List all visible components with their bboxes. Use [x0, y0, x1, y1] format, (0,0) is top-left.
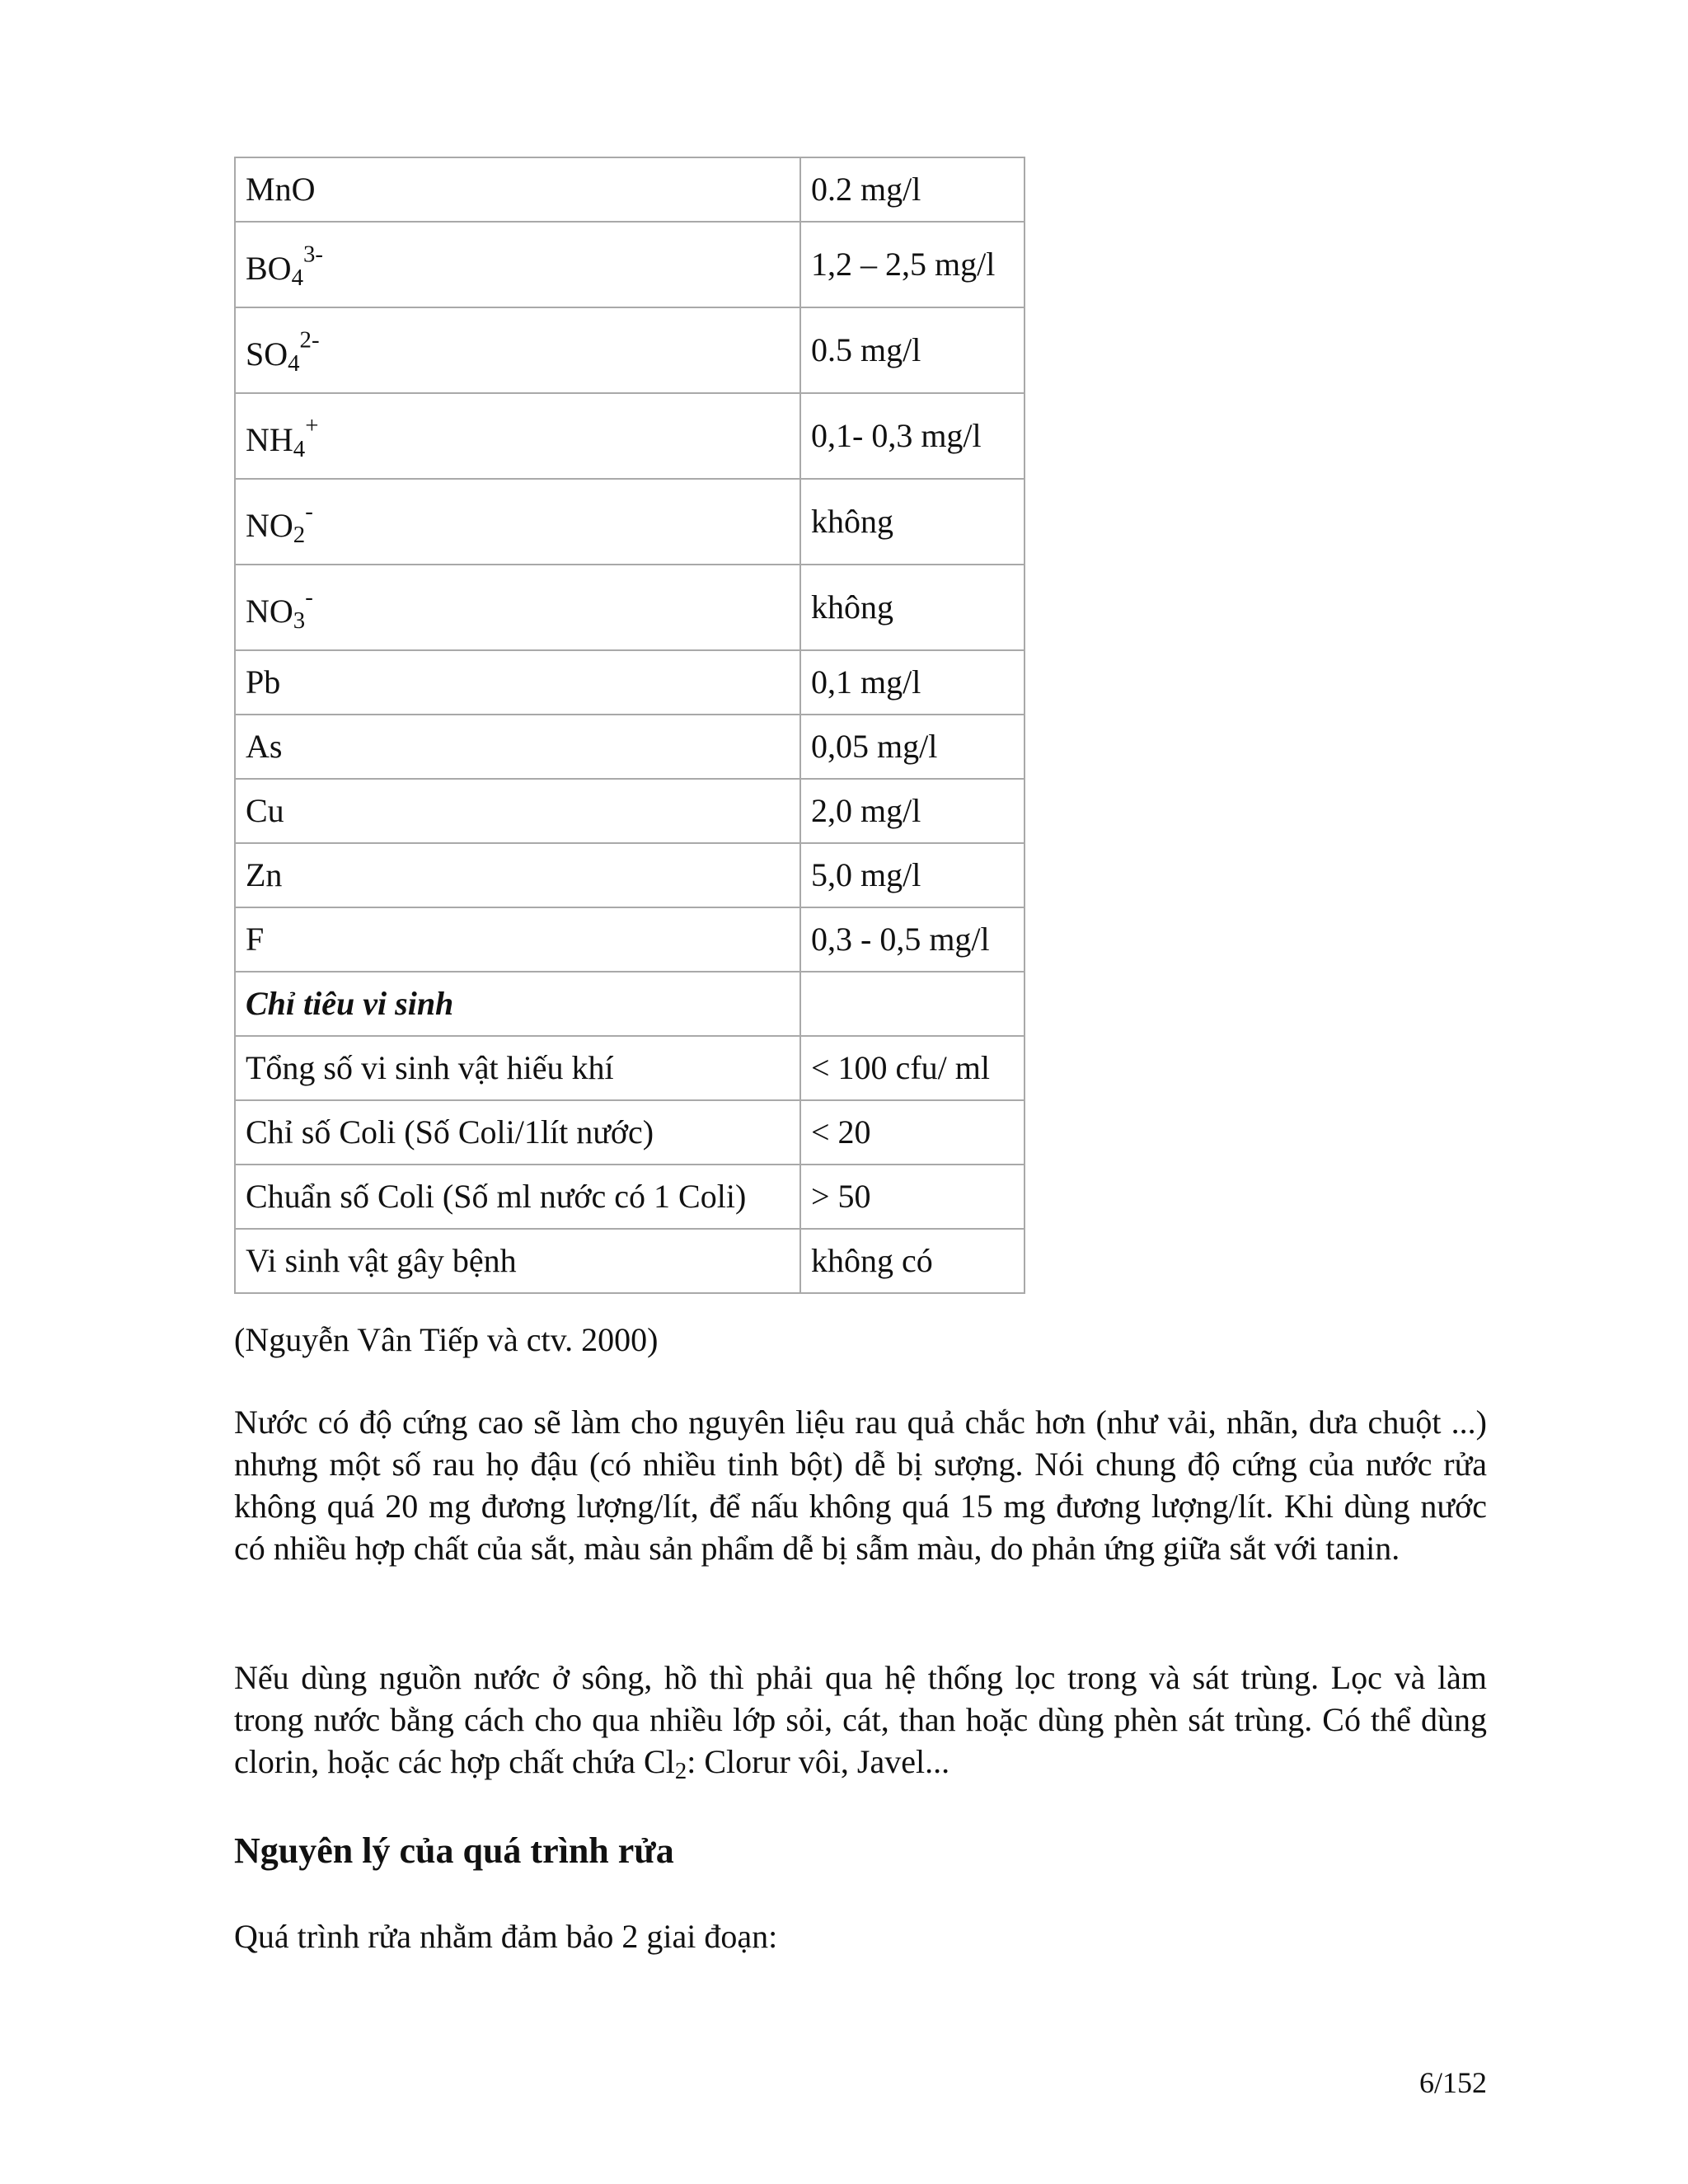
- paragraph-water-hardness: Nước có độ cứng cao sẽ làm cho nguyên liệu rau quả chắc hơn (như vải, nhãn, dưa chuột ...) nhưng một số rau họ đậu (có nhiều tinh bột) dễ bị sượng. Nói chung độ cứng của nước rửa không quá 20 mg đương lượng/lít, để nấu không quá 15 mg đương lượng/lít. Khi dùng nước có nhiều hợp chất của sắt, màu sản phẩm dễ bị sẫm màu, do phản ứng giữa sắt với tanin.: [234, 1404, 1487, 1567]
- table-citation: (Nguyễn Vân Tiếp và ctv. 2000): [234, 1321, 659, 1358]
- table-row: [235, 307, 1025, 393]
- indicator-cell: Chỉ số Coli (Số Coli/1lít nước): [235, 1100, 800, 1165]
- table-row: [235, 1100, 1025, 1165]
- value-cell: 0,05 mg/l: [800, 715, 1025, 779]
- formula-superscript: -: [305, 583, 313, 611]
- value-cell: 0.5 mg/l: [800, 307, 1025, 393]
- paragraph-text: : Clorur vôi, Javel...: [687, 1743, 950, 1780]
- value-cell: [800, 972, 1025, 1036]
- formula-subscript: 4: [291, 265, 303, 292]
- paragraph-water-treatment: [234, 1657, 1487, 1783]
- formula-superscript: -: [305, 498, 313, 525]
- value-cell: 0.2 mg/l: [800, 157, 1025, 222]
- formula-superscript: +: [305, 412, 319, 439]
- indicator-cell: As: [235, 715, 800, 779]
- indicator-cell: [235, 479, 800, 565]
- formula-subscript: 4: [293, 436, 306, 463]
- formula-subscript: 4: [288, 350, 300, 377]
- formula-base: NO: [246, 507, 293, 544]
- formula-superscript: 3-: [302, 241, 323, 268]
- indicator-cell: [235, 393, 800, 479]
- indicator-cell: Zn: [235, 843, 800, 907]
- formula-subscript: 2: [674, 1758, 687, 1785]
- page-number: 6/152: [1418, 2066, 1487, 2099]
- indicator-cell: [235, 565, 800, 650]
- indicator-cell: Chuẩn số Coli (Số ml nước có 1 Coli): [235, 1165, 800, 1229]
- value-cell: không có: [800, 1229, 1025, 1293]
- paragraph-text: Nếu dùng nguồn nước ở sông, hồ thì phải qua hệ thống lọc trong và sát trùng. Lọc và làm trong nước bằng cách cho qua nhiều lớp sỏi, cát, than hoặc dùng phèn sát trùng. Có thể dùng clorin, hoặc các hợp chất chứa Cl: [234, 1659, 1487, 1780]
- indicator-cell: F: [235, 907, 800, 972]
- value-cell: 2,0 mg/l: [800, 779, 1025, 843]
- value-cell: 5,0 mg/l: [800, 843, 1025, 907]
- table-row: [235, 715, 1025, 779]
- indicator-cell: [235, 222, 800, 307]
- table-row: [235, 1229, 1025, 1293]
- section-heading: Nguyên lý của quá trình rửa: [234, 1830, 674, 1871]
- value-cell: < 100 cfu/ ml: [800, 1036, 1025, 1100]
- value-cell: không: [800, 479, 1025, 565]
- value-cell: > 50: [800, 1165, 1025, 1229]
- value-cell: 1,2 – 2,5 mg/l: [800, 222, 1025, 307]
- value-cell: không: [800, 565, 1025, 650]
- table-row: [235, 1036, 1025, 1100]
- formula-subscript: 3: [293, 607, 306, 635]
- formula-base: BO: [246, 250, 292, 287]
- indicator-cell: Pb: [235, 650, 800, 715]
- value-cell: 0,1 mg/l: [800, 650, 1025, 715]
- table-row: [235, 843, 1025, 907]
- table-row: [235, 1165, 1025, 1229]
- table-row: [235, 393, 1025, 479]
- formula-base: NH: [246, 421, 293, 458]
- formula-subscript: 2: [293, 522, 306, 549]
- section-header-cell: Chỉ tiêu vi sinh: [235, 972, 800, 1036]
- table-section-row: [235, 972, 1025, 1036]
- table-row: [235, 222, 1025, 307]
- table-row: [235, 565, 1025, 650]
- water-quality-table: [234, 157, 1025, 1294]
- indicator-cell: MnO: [235, 157, 800, 222]
- table-row: [235, 479, 1025, 565]
- indicator-cell: Cu: [235, 779, 800, 843]
- table-row: [235, 779, 1025, 843]
- table-row: [235, 650, 1025, 715]
- indicator-cell: Vi sinh vật gây bệnh: [235, 1229, 800, 1293]
- value-cell: < 20: [800, 1100, 1025, 1165]
- formula-base: SO: [246, 335, 288, 373]
- value-cell: 0,3 - 0,5 mg/l: [800, 907, 1025, 972]
- paragraph-washing-stages: Quá trình rửa nhằm đảm bảo 2 giai đoạn:: [234, 1918, 778, 1955]
- table-row: [235, 907, 1025, 972]
- formula-base: NO: [246, 593, 293, 630]
- formula-superscript: 2-: [299, 326, 320, 354]
- table-row: [235, 157, 1025, 222]
- value-cell: 0,1- 0,3 mg/l: [800, 393, 1025, 479]
- indicator-cell: [235, 307, 800, 393]
- indicator-cell: Tổng số vi sinh vật hiếu khí: [235, 1036, 800, 1100]
